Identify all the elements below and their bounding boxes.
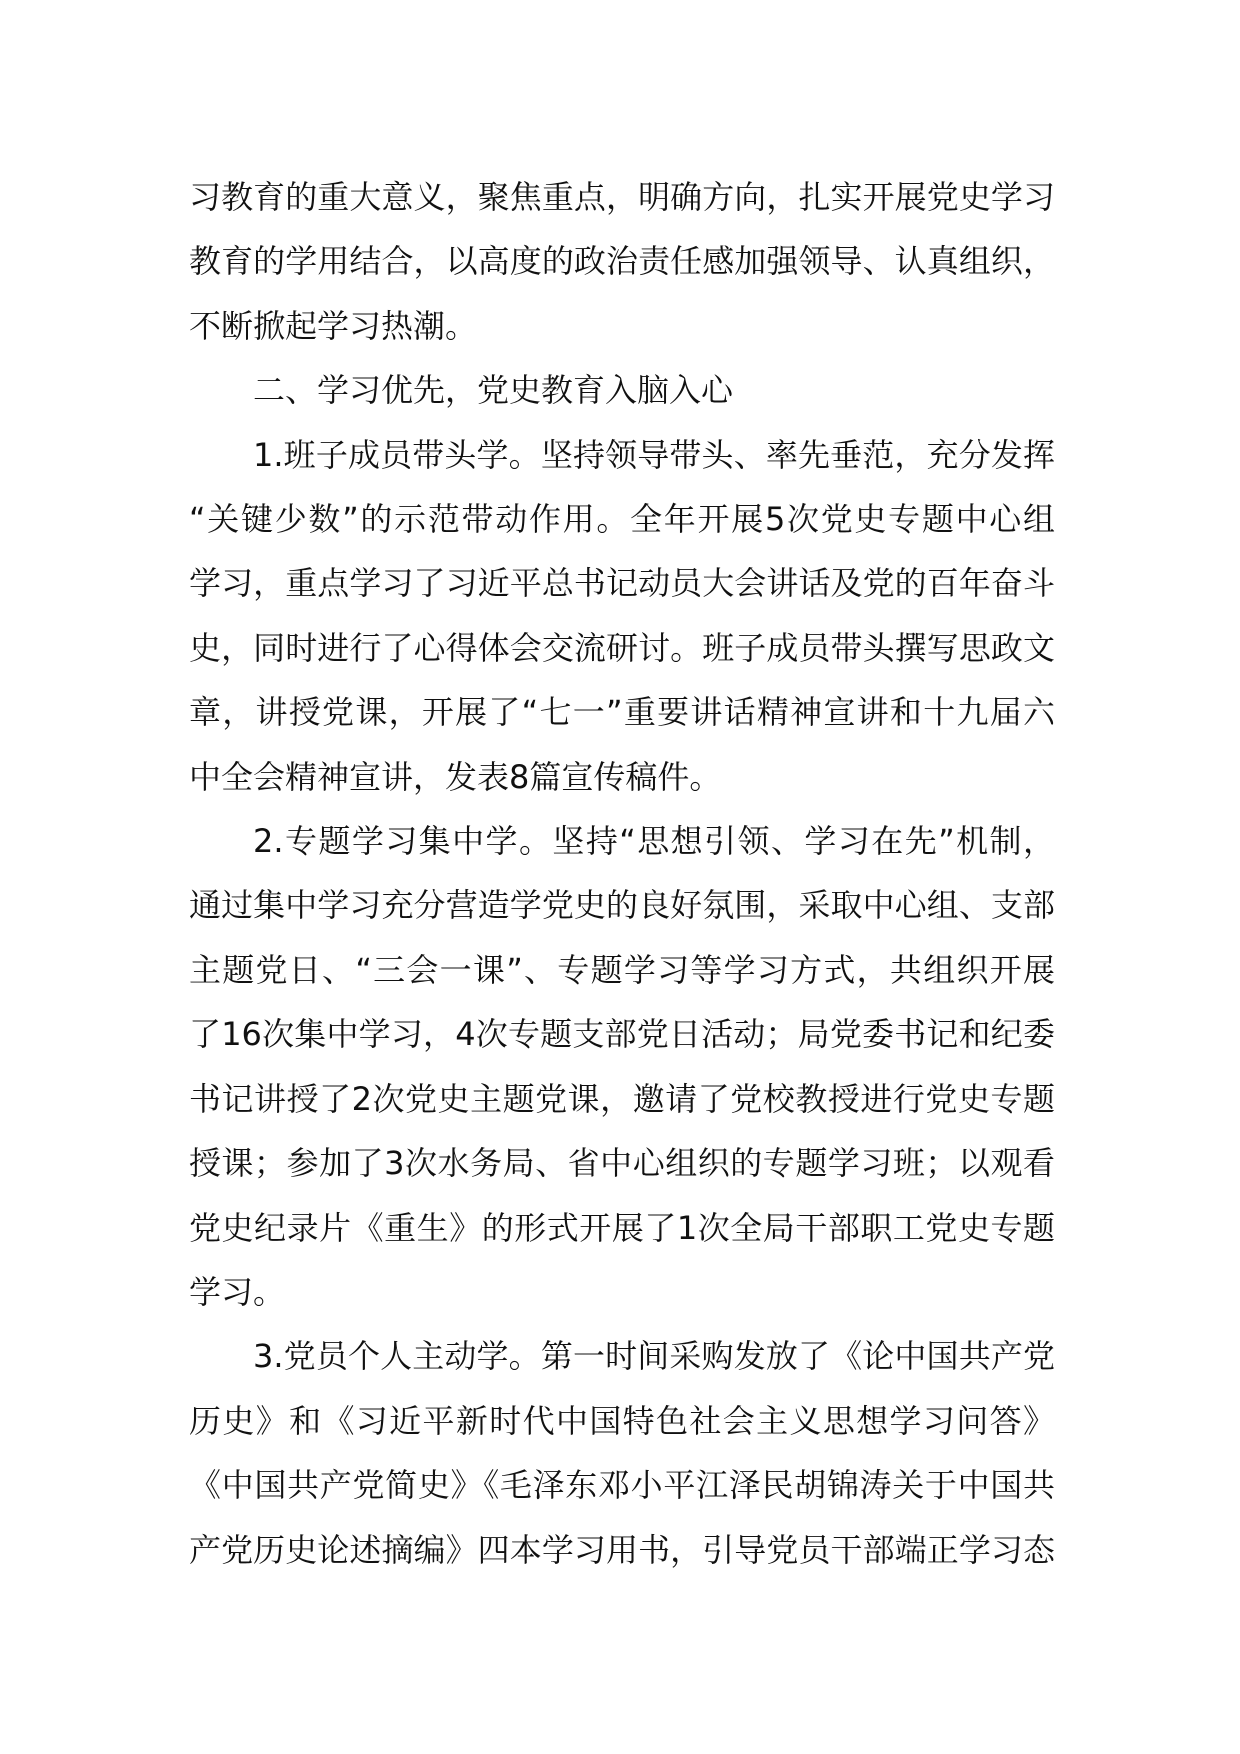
text-line: 历史》和《习近平新时代中国特色社会主义思想学习问答》 [189, 1401, 1055, 1440]
text-line: 中全会精神宣讲，发表8篇宣传稿件。 [189, 757, 722, 796]
heading-text: 二、学习优先，党史教育入脑入心 [253, 371, 734, 410]
paragraph-item-3 [189, 1324, 1055, 1582]
text-line: 教育的学用结合，以高度的政治责任感加强领导、认真组织， [189, 242, 1055, 281]
paragraph-intro-continuation [189, 165, 1055, 358]
text-line: 产党历史论述摘编》四本学习用书，引导党员干部端正学习态 [189, 1530, 1055, 1569]
text-line: 章，讲授党课，开展了“七一”重要讲话精神宣讲和十九届六 [189, 693, 1055, 732]
document-body [189, 165, 1055, 1582]
text-line: 1.班子成员带头学。坚持领导带头、率先垂范，充分发挥 [253, 435, 1055, 474]
text-line: 《中国共产党简史》《毛泽东邓小平江泽民胡锦涛关于中国共 [189, 1466, 1055, 1505]
text-line: “关键少数”的示范带动作用。全年开展5次党史专题中心组 [189, 500, 1055, 539]
section-heading [189, 358, 1055, 422]
text-line: 学习，重点学习了习近平总书记动员大会讲话及党的百年奋斗 [189, 564, 1055, 603]
text-line: 主题党日、“三会一课”、专题学习等学习方式，共组织开展 [189, 950, 1055, 989]
paragraph-item-1 [189, 423, 1055, 809]
text-line: 党史纪录片《重生》的形式开展了1次全局干部职工党史专题 [189, 1208, 1055, 1247]
text-line: 不断掀起学习热潮。 [189, 306, 478, 345]
text-line: 通过集中学习充分营造学党史的良好氛围，采取中心组、支部 [189, 886, 1055, 925]
text-line: 习教育的重大意义，聚焦重点，明确方向，扎实开展党史学习 [189, 178, 1055, 216]
text-line: 授课；参加了3次水务局、省中心组织的专题学习班；以观看 [189, 1144, 1055, 1183]
text-line: 书记讲授了2次党史主题党课，邀请了党校教授进行党史专题 [189, 1079, 1055, 1118]
text-line: 了16次集中学习，4次专题支部党日活动；局党委书记和纪委 [189, 1015, 1055, 1054]
text-line: 2.专题学习集中学。坚持“思想引领、学习在先”机制， [253, 822, 1055, 861]
text-line: 3.党员个人主动学。第一时间采购发放了《论中国共产党 [253, 1337, 1055, 1376]
text-line: 学习。 [189, 1272, 286, 1311]
text-line: 史，同时进行了心得体会交流研讨。班子成员带头撰写思政文 [189, 628, 1055, 667]
paragraph-item-2 [189, 809, 1055, 1324]
